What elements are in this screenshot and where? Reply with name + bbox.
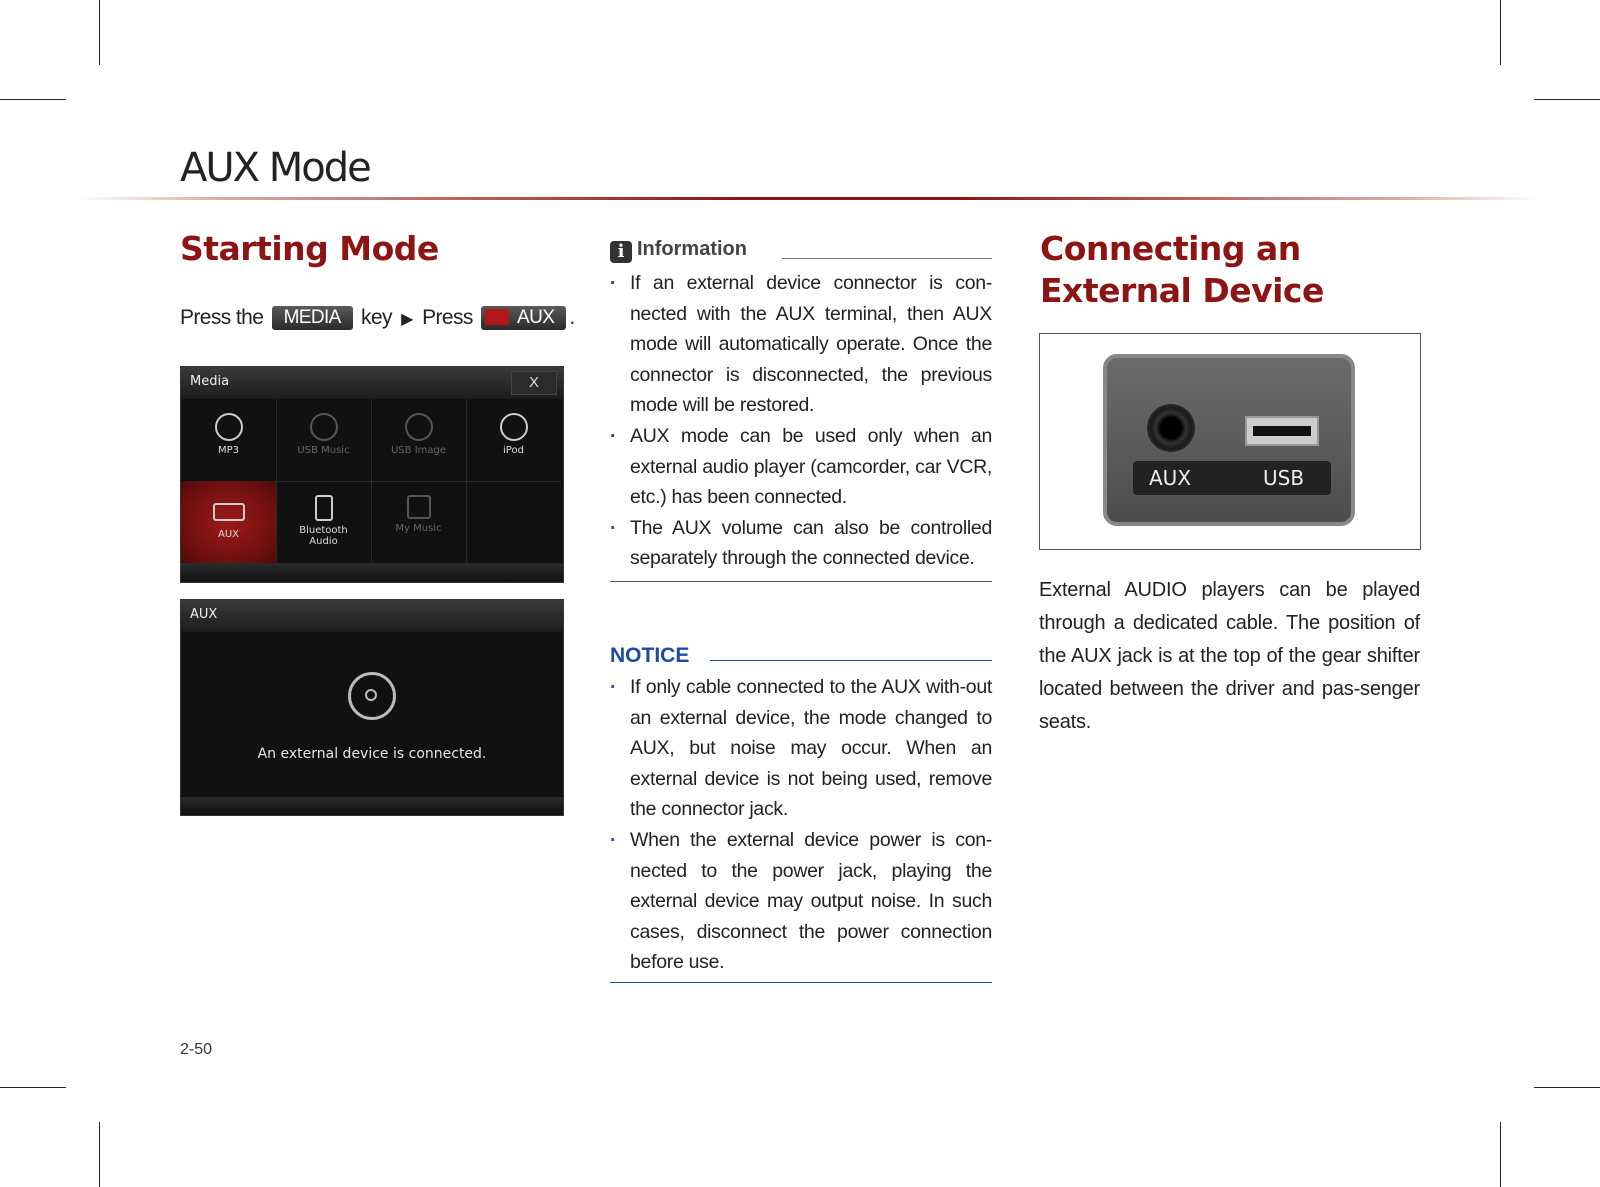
media-screen-footer (181, 564, 563, 582)
instruction-end: . (569, 306, 575, 329)
aux-screen-header (181, 600, 563, 632)
media-item-label: USB Music (297, 445, 350, 456)
notice-end-rule (610, 982, 992, 983)
aux-screen-footer (181, 797, 563, 815)
connecting-body-text: External AUDIO players can be played through a dedicated cable. The position of the AUX jack is at the top of the gear shifter located between the driver and pas-senger seats. (1039, 579, 1420, 733)
aux-usb-photo (1039, 333, 1421, 550)
media-item-label: MP3 (217, 445, 240, 456)
info-icon: i (610, 241, 632, 263)
notice-item: · If only cable connected to the AUX with-out an external device, the mode changed to AUX, but noise may occur. When an external device is not being used, remove the connector jack. (610, 672, 992, 825)
information-list (610, 268, 992, 574)
aux-screen-title: AUX (190, 607, 218, 622)
aux-screen (180, 599, 564, 816)
media-item-usb-music[interactable] (276, 399, 372, 482)
crop-mark (0, 1087, 66, 1088)
my-music-icon (407, 495, 431, 519)
instruction-key-word: key (361, 306, 392, 329)
aux-button-label: AUX (517, 307, 555, 329)
crop-mark (99, 0, 100, 65)
media-item-empty (466, 481, 561, 564)
aux-button (481, 306, 566, 330)
media-item-my-music[interactable] (371, 481, 467, 564)
aux-jack-icon (1147, 404, 1195, 452)
media-item-usb-image[interactable] (371, 399, 467, 482)
instruction-press: Press (422, 306, 473, 329)
information-rule (782, 258, 992, 259)
notice-heading: NOTICE (610, 644, 690, 667)
crop-mark (99, 1122, 100, 1187)
ipod-icon (500, 413, 528, 441)
media-item-mp3[interactable] (181, 399, 277, 482)
information-item: · The AUX volume can also be controlled separately through the connected device. (610, 513, 992, 574)
media-item-label: AUX (217, 529, 239, 540)
media-item-ipod[interactable] (466, 399, 561, 482)
connecting-heading-line2: External Device (1040, 271, 1324, 310)
crop-mark (1534, 99, 1600, 100)
media-item-label: iPod (503, 445, 524, 456)
connecting-heading-line1: Connecting an (1040, 229, 1301, 268)
information-item: · If an external device connector is con-nected with the AUX terminal, then AUX mode will automatically operate. Once the connector is disconnected, the previous mode will be restored. (610, 268, 992, 421)
bluetooth-audio-icon (315, 495, 333, 521)
title-rule (80, 197, 1540, 200)
instruction-line (180, 306, 575, 330)
mp3-icon (215, 413, 243, 441)
media-key: MEDIA (272, 306, 353, 330)
aux-status-message: An external device is connected. (257, 746, 487, 762)
media-grid (181, 399, 563, 564)
aux-icon (213, 503, 245, 521)
media-item-aux[interactable] (181, 481, 277, 564)
usb-port-label: USB (1263, 466, 1305, 490)
crop-mark (1500, 1122, 1501, 1187)
connecting-heading (1040, 228, 1324, 312)
aux-chip-icon (485, 309, 509, 325)
page-number: 2-50 (180, 1041, 213, 1058)
media-screen (180, 366, 564, 583)
disc-icon (348, 672, 396, 720)
crop-mark (0, 99, 66, 100)
connector-panel (1103, 354, 1355, 526)
crop-mark (1534, 1087, 1600, 1088)
notice-list (610, 672, 992, 978)
port-label-bar (1133, 461, 1331, 495)
media-item-label-line2: Audio (309, 536, 338, 547)
usb-image-icon (405, 413, 433, 441)
media-item-label: Bluetooth (299, 525, 348, 536)
starting-mode-heading: Starting Mode (180, 229, 439, 268)
information-heading (610, 238, 747, 263)
information-end-rule (610, 581, 992, 582)
media-screen-title: Media (190, 374, 230, 389)
information-label: Information (637, 238, 747, 260)
usb-music-icon (310, 413, 338, 441)
aux-port-label: AUX (1149, 466, 1192, 490)
media-screen-header (181, 367, 563, 399)
crop-mark (1500, 0, 1501, 65)
media-item-bluetooth-audio[interactable] (276, 481, 372, 564)
instruction-press-the: Press the (180, 306, 264, 329)
arrow-right-icon: ▶ (401, 311, 413, 328)
close-button[interactable]: X (511, 371, 557, 395)
notice-rule (710, 660, 992, 661)
notice-item: · When the external device power is con-nected to the power jack, playing the external device may output noise. In such cases, disconnect the power connection before use. (610, 825, 992, 978)
media-item-label: My Music (395, 523, 442, 534)
usb-port-icon (1245, 416, 1319, 446)
media-item-label: USB Image (390, 445, 447, 456)
information-item: · AUX mode can be used only when an external audio player (camcorder, car VCR, etc.) has been connected. (610, 421, 992, 513)
page-title: AUX Mode (180, 145, 370, 191)
